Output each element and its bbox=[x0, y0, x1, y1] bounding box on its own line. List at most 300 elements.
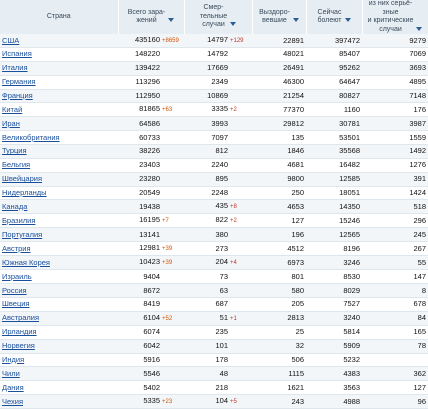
sick-cell bbox=[306, 117, 362, 131]
table-row bbox=[0, 61, 428, 75]
recovered-value: 801 bbox=[291, 271, 304, 281]
recovered-cell bbox=[252, 381, 306, 395]
serious-value: 3693 bbox=[409, 63, 426, 73]
country-cell bbox=[0, 75, 118, 89]
recovered-cell bbox=[252, 158, 306, 172]
recovered-cell bbox=[252, 256, 306, 270]
country-cell bbox=[0, 297, 118, 311]
table-row bbox=[0, 103, 428, 117]
table-row bbox=[0, 367, 428, 381]
table-row bbox=[0, 89, 428, 103]
deaths-value: 63 bbox=[219, 285, 228, 295]
country-link[interactable]: Португалия bbox=[2, 229, 43, 239]
sick-value: 5232 bbox=[343, 354, 360, 364]
total-delta: +39 bbox=[162, 246, 173, 253]
serious-value: 147 bbox=[413, 271, 426, 281]
country-cell bbox=[0, 103, 118, 117]
sick-value: 1160 bbox=[343, 104, 360, 114]
total-value: 81865 bbox=[139, 104, 160, 114]
col-total-label: Всего зара- жений bbox=[127, 8, 166, 24]
total-value: 6104 bbox=[143, 312, 160, 322]
serious-value: 267 bbox=[413, 243, 426, 253]
country-link[interactable]: Нидерланды bbox=[2, 188, 47, 198]
deaths-value: 3993 bbox=[211, 118, 228, 128]
sick-cell bbox=[306, 381, 362, 395]
deaths-cell bbox=[184, 172, 252, 186]
total-cell bbox=[118, 256, 184, 270]
deaths-cell bbox=[184, 145, 252, 159]
recovered-cell bbox=[252, 172, 306, 186]
recovered-value: 127 bbox=[291, 215, 304, 225]
recovered-value: 29812 bbox=[283, 118, 304, 128]
total-value: 148220 bbox=[134, 49, 160, 59]
country-cell bbox=[0, 242, 118, 256]
deaths-value: 178 bbox=[215, 354, 228, 364]
sick-cell bbox=[306, 158, 362, 172]
recovered-value: 48021 bbox=[283, 49, 304, 59]
total-value: 19438 bbox=[139, 201, 160, 211]
sick-value: 5909 bbox=[343, 341, 360, 351]
deaths-value: 48 bbox=[219, 368, 228, 378]
serious-value: 176 bbox=[413, 104, 426, 114]
sick-cell bbox=[306, 242, 362, 256]
col-serious-header[interactable] bbox=[362, 0, 428, 34]
country-link[interactable]: Швеция bbox=[2, 299, 30, 309]
deaths-value: 204 bbox=[215, 257, 228, 267]
total-value: 435160 bbox=[134, 35, 160, 44]
recovered-cell bbox=[252, 325, 306, 339]
total-value: 8419 bbox=[143, 299, 160, 309]
recovered-value: 22891 bbox=[283, 35, 304, 45]
recovered-cell bbox=[252, 103, 306, 117]
total-delta: +52 bbox=[162, 315, 173, 322]
deaths-cell bbox=[184, 186, 252, 200]
total-cell bbox=[118, 186, 184, 200]
table-row bbox=[0, 270, 428, 284]
total-cell bbox=[118, 284, 184, 298]
total-cell bbox=[118, 325, 184, 339]
serious-value: 55 bbox=[417, 257, 426, 267]
total-cell bbox=[118, 61, 184, 75]
recovered-cell bbox=[252, 186, 306, 200]
deaths-cell bbox=[184, 353, 252, 367]
recovered-value: 1115 bbox=[288, 368, 304, 378]
sort-arrow-icon[interactable] bbox=[416, 27, 422, 31]
serious-cell bbox=[362, 145, 428, 159]
sick-cell bbox=[306, 75, 362, 89]
total-cell bbox=[118, 158, 184, 172]
recovered-cell bbox=[252, 367, 306, 381]
country-link[interactable]: Норвегия bbox=[2, 341, 35, 351]
country-link[interactable]: Иран bbox=[2, 118, 20, 128]
deaths-value: 380 bbox=[215, 229, 228, 239]
table-row bbox=[0, 75, 428, 89]
total-value: 8672 bbox=[143, 285, 160, 295]
deaths-value: 218 bbox=[215, 382, 228, 392]
recovered-value: 25 bbox=[295, 327, 304, 337]
table-row bbox=[0, 145, 428, 159]
col-sick-header[interactable] bbox=[306, 0, 362, 34]
country-link[interactable]: Испания bbox=[2, 49, 32, 59]
sick-value: 35568 bbox=[339, 146, 360, 156]
total-value: 60733 bbox=[139, 132, 160, 142]
sick-cell bbox=[306, 103, 362, 117]
deaths-cell bbox=[184, 242, 252, 256]
total-cell bbox=[118, 48, 184, 62]
table-row bbox=[0, 48, 428, 62]
country-link[interactable]: Чили bbox=[2, 368, 20, 378]
serious-cell bbox=[362, 284, 428, 298]
country-cell bbox=[0, 89, 118, 103]
table-row bbox=[0, 131, 428, 145]
serious-cell bbox=[362, 367, 428, 381]
sick-cell bbox=[306, 34, 362, 48]
sick-cell bbox=[306, 89, 362, 103]
country-cell bbox=[0, 145, 118, 159]
deaths-value: 3335 bbox=[211, 104, 228, 114]
recovered-value: 196 bbox=[291, 229, 304, 239]
col-recovered-header[interactable] bbox=[252, 0, 306, 34]
recovered-value: 9800 bbox=[287, 174, 304, 184]
table-row bbox=[0, 395, 428, 409]
total-value: 5335 bbox=[143, 396, 160, 406]
total-cell bbox=[118, 117, 184, 131]
deaths-value: 2248 bbox=[211, 188, 228, 198]
sick-cell bbox=[306, 297, 362, 311]
country-link[interactable]: Ирландия bbox=[2, 327, 37, 337]
country-link[interactable]: Великобритания bbox=[2, 132, 60, 142]
country-link[interactable]: Южная Корея bbox=[2, 257, 50, 267]
table-row bbox=[0, 172, 428, 186]
deaths-cell bbox=[184, 284, 252, 298]
deaths-delta: +8 bbox=[230, 204, 237, 211]
country-cell bbox=[0, 117, 118, 131]
serious-value: 3987 bbox=[409, 118, 426, 128]
table-row bbox=[0, 297, 428, 311]
deaths-cell bbox=[184, 158, 252, 172]
recovered-cell bbox=[252, 270, 306, 284]
country-cell bbox=[0, 256, 118, 270]
sick-value: 18051 bbox=[339, 188, 360, 198]
recovered-value: 205 bbox=[291, 299, 304, 309]
deaths-cell bbox=[184, 61, 252, 75]
serious-cell bbox=[362, 353, 428, 367]
total-value: 5546 bbox=[143, 368, 160, 378]
country-link[interactable]: Австрия bbox=[2, 243, 31, 253]
country-link[interactable]: Бразилия bbox=[2, 215, 36, 225]
total-cell bbox=[118, 200, 184, 214]
sick-value: 3240 bbox=[343, 313, 360, 323]
country-link[interactable]: Италия bbox=[2, 63, 28, 73]
sort-arrow-icon[interactable] bbox=[168, 18, 174, 22]
deaths-delta: +129 bbox=[230, 38, 244, 44]
deaths-cell bbox=[184, 325, 252, 339]
serious-cell bbox=[362, 228, 428, 242]
country-cell bbox=[0, 214, 118, 228]
table-row bbox=[0, 117, 428, 131]
table-row bbox=[0, 158, 428, 172]
col-serious-label: из них серьё- зные и критические случаи bbox=[367, 0, 414, 33]
total-delta: +8659 bbox=[162, 38, 179, 44]
table-row bbox=[0, 34, 428, 48]
serious-cell bbox=[362, 48, 428, 62]
total-cell bbox=[118, 89, 184, 103]
sick-value: 95262 bbox=[339, 63, 360, 73]
deaths-value: 17669 bbox=[207, 63, 228, 73]
total-cell bbox=[118, 367, 184, 381]
recovered-value: 250 bbox=[291, 188, 304, 198]
country-cell bbox=[0, 158, 118, 172]
sick-cell bbox=[306, 200, 362, 214]
total-value: 23403 bbox=[139, 160, 160, 170]
serious-value: 1492 bbox=[409, 146, 426, 156]
total-cell bbox=[118, 214, 184, 228]
country-cell bbox=[0, 339, 118, 353]
col-country-header[interactable] bbox=[0, 0, 118, 34]
total-cell bbox=[118, 75, 184, 89]
total-cell bbox=[118, 228, 184, 242]
country-cell bbox=[0, 186, 118, 200]
total-value: 64586 bbox=[139, 118, 160, 128]
sick-value: 5814 bbox=[343, 327, 360, 337]
recovered-cell bbox=[252, 353, 306, 367]
country-link[interactable]: Швейцария bbox=[2, 174, 43, 184]
sick-cell bbox=[306, 145, 362, 159]
serious-value: 518 bbox=[413, 201, 426, 211]
sick-cell bbox=[306, 284, 362, 298]
country-link[interactable]: США bbox=[2, 35, 20, 45]
sick-value: 30781 bbox=[339, 118, 360, 128]
deaths-value: 822 bbox=[215, 215, 228, 225]
recovered-value: 4653 bbox=[287, 201, 304, 211]
total-cell bbox=[118, 311, 184, 325]
recovered-cell bbox=[252, 61, 306, 75]
sort-arrow-icon[interactable] bbox=[345, 18, 351, 22]
sick-value: 15246 bbox=[339, 215, 360, 225]
deaths-cell bbox=[184, 311, 252, 325]
total-cell bbox=[118, 270, 184, 284]
deaths-delta: +4 bbox=[230, 260, 237, 267]
total-cell bbox=[118, 172, 184, 186]
country-cell bbox=[0, 131, 118, 145]
deaths-cell bbox=[184, 48, 252, 62]
recovered-value: 4512 bbox=[287, 243, 304, 253]
deaths-value: 2349 bbox=[211, 77, 228, 87]
country-cell bbox=[0, 172, 118, 186]
serious-cell bbox=[362, 214, 428, 228]
deaths-cell bbox=[184, 270, 252, 284]
total-value: 139422 bbox=[134, 63, 160, 73]
sick-value: 4383 bbox=[343, 368, 360, 378]
total-delta: +7 bbox=[162, 218, 169, 225]
serious-value: 245 bbox=[413, 229, 426, 239]
sick-cell bbox=[306, 256, 362, 270]
serious-cell bbox=[362, 186, 428, 200]
sort-arrow-icon[interactable] bbox=[293, 18, 299, 22]
table-row bbox=[0, 339, 428, 353]
recovered-value: 580 bbox=[291, 285, 304, 295]
table-header bbox=[0, 0, 428, 34]
recovered-cell bbox=[252, 297, 306, 311]
recovered-cell bbox=[252, 339, 306, 353]
table-row bbox=[0, 284, 428, 298]
serious-cell bbox=[362, 200, 428, 214]
total-value: 12981 bbox=[139, 243, 160, 253]
sick-cell bbox=[306, 131, 362, 145]
serious-cell bbox=[362, 158, 428, 172]
total-delta: +23 bbox=[162, 399, 173, 406]
recovered-cell bbox=[252, 311, 306, 325]
deaths-value: 235 bbox=[215, 327, 228, 337]
country-link[interactable]: Турция bbox=[2, 146, 27, 156]
deaths-cell bbox=[184, 228, 252, 242]
total-cell bbox=[118, 131, 184, 145]
recovered-value: 135 bbox=[291, 132, 304, 142]
recovered-value: 506 bbox=[291, 354, 304, 364]
col-country-label: Страна bbox=[46, 12, 71, 20]
sick-value: 80827 bbox=[339, 90, 360, 100]
country-cell bbox=[0, 228, 118, 242]
sick-value: 12585 bbox=[339, 174, 360, 184]
recovered-value: 4681 bbox=[287, 160, 304, 170]
country-cell bbox=[0, 367, 118, 381]
table-row bbox=[0, 200, 428, 214]
deaths-delta: +5 bbox=[230, 399, 237, 406]
deaths-cell bbox=[184, 75, 252, 89]
deaths-value: 2240 bbox=[211, 160, 228, 170]
country-cell bbox=[0, 395, 118, 409]
total-cell bbox=[118, 34, 184, 48]
sick-cell bbox=[306, 186, 362, 200]
serious-cell bbox=[362, 339, 428, 353]
deaths-delta: +2 bbox=[230, 107, 237, 114]
total-cell bbox=[118, 381, 184, 395]
sick-cell bbox=[306, 214, 362, 228]
table-row bbox=[0, 311, 428, 325]
deaths-cell bbox=[184, 200, 252, 214]
sick-value: 85407 bbox=[339, 49, 360, 59]
sick-cell bbox=[306, 311, 362, 325]
recovered-value: 21254 bbox=[283, 90, 304, 100]
deaths-value: 51 bbox=[219, 312, 228, 322]
deaths-value: 7097 bbox=[211, 132, 228, 142]
total-value: 23280 bbox=[139, 174, 160, 184]
sick-cell bbox=[306, 395, 362, 409]
country-cell bbox=[0, 61, 118, 75]
table-row bbox=[0, 381, 428, 395]
deaths-delta: +2 bbox=[230, 218, 237, 225]
deaths-value: 101 bbox=[215, 341, 228, 351]
deaths-value: 687 bbox=[215, 299, 228, 309]
total-delta: +63 bbox=[162, 107, 173, 114]
country-cell bbox=[0, 311, 118, 325]
serious-value: 96 bbox=[417, 396, 426, 406]
sick-cell bbox=[306, 270, 362, 284]
sick-value: 8530 bbox=[343, 271, 360, 281]
serious-cell bbox=[362, 131, 428, 145]
country-link[interactable]: Россия bbox=[2, 285, 27, 295]
recovered-cell bbox=[252, 145, 306, 159]
serious-value: 296 bbox=[413, 215, 426, 225]
serious-value: 7148 bbox=[409, 90, 426, 100]
deaths-value: 435 bbox=[215, 201, 228, 211]
total-cell bbox=[118, 339, 184, 353]
recovered-cell bbox=[252, 75, 306, 89]
deaths-value: 14797 bbox=[207, 35, 228, 44]
total-value: 38226 bbox=[139, 146, 160, 156]
country-link[interactable]: Китай bbox=[2, 104, 23, 114]
recovered-value: 26491 bbox=[283, 63, 304, 73]
country-link[interactable]: Австралия bbox=[2, 313, 40, 323]
deaths-value: 273 bbox=[215, 243, 228, 253]
deaths-cell bbox=[184, 381, 252, 395]
deaths-cell bbox=[184, 214, 252, 228]
recovered-value: 46300 bbox=[283, 77, 304, 87]
country-link[interactable]: Дания bbox=[2, 382, 24, 392]
recovered-value: 1621 bbox=[287, 382, 304, 392]
deaths-cell bbox=[184, 367, 252, 381]
country-link[interactable]: Индия bbox=[2, 354, 25, 364]
deaths-value: 14792 bbox=[207, 49, 228, 59]
recovered-value: 243 bbox=[291, 396, 304, 406]
serious-cell bbox=[362, 34, 428, 48]
serious-cell bbox=[362, 256, 428, 270]
table-row bbox=[0, 353, 428, 367]
total-cell bbox=[118, 145, 184, 159]
serious-value: 391 bbox=[413, 174, 426, 184]
table-row bbox=[0, 256, 428, 270]
deaths-cell bbox=[184, 103, 252, 117]
country-link[interactable]: Бельгия bbox=[2, 160, 31, 170]
sick-value: 53501 bbox=[339, 132, 360, 142]
total-delta: +39 bbox=[162, 260, 173, 267]
recovered-cell bbox=[252, 284, 306, 298]
total-cell bbox=[118, 103, 184, 117]
country-link[interactable]: Канада bbox=[2, 201, 28, 211]
country-link[interactable]: Германия bbox=[2, 77, 36, 87]
sick-value: 4988 bbox=[343, 396, 360, 406]
serious-value: 678 bbox=[413, 299, 426, 309]
serious-cell bbox=[362, 242, 428, 256]
total-value: 5916 bbox=[143, 354, 160, 364]
sort-arrow-icon[interactable] bbox=[230, 22, 236, 26]
recovered-cell bbox=[252, 242, 306, 256]
recovered-cell bbox=[252, 131, 306, 145]
table-body bbox=[0, 34, 428, 409]
country-link[interactable]: Израиль bbox=[2, 271, 32, 281]
serious-value: 78 bbox=[417, 341, 426, 351]
sick-cell bbox=[306, 353, 362, 367]
col-deaths-header[interactable] bbox=[184, 0, 252, 34]
recovered-value: 6973 bbox=[287, 257, 304, 267]
col-total-header[interactable] bbox=[118, 0, 184, 34]
country-link[interactable]: Чехия bbox=[2, 396, 24, 406]
sick-value: 8196 bbox=[343, 243, 360, 253]
sick-value: 16482 bbox=[339, 160, 360, 170]
col-deaths-label: Смер- тельные случаи bbox=[199, 4, 228, 29]
country-cell bbox=[0, 34, 118, 48]
total-value: 6074 bbox=[143, 327, 160, 337]
total-value: 10423 bbox=[139, 257, 160, 267]
country-link[interactable]: Франция bbox=[2, 90, 33, 100]
country-cell bbox=[0, 200, 118, 214]
table-row bbox=[0, 214, 428, 228]
deaths-cell bbox=[184, 89, 252, 103]
serious-cell bbox=[362, 89, 428, 103]
total-value: 16195 bbox=[139, 215, 160, 225]
recovered-value: 77370 bbox=[283, 104, 304, 114]
serious-cell bbox=[362, 172, 428, 186]
